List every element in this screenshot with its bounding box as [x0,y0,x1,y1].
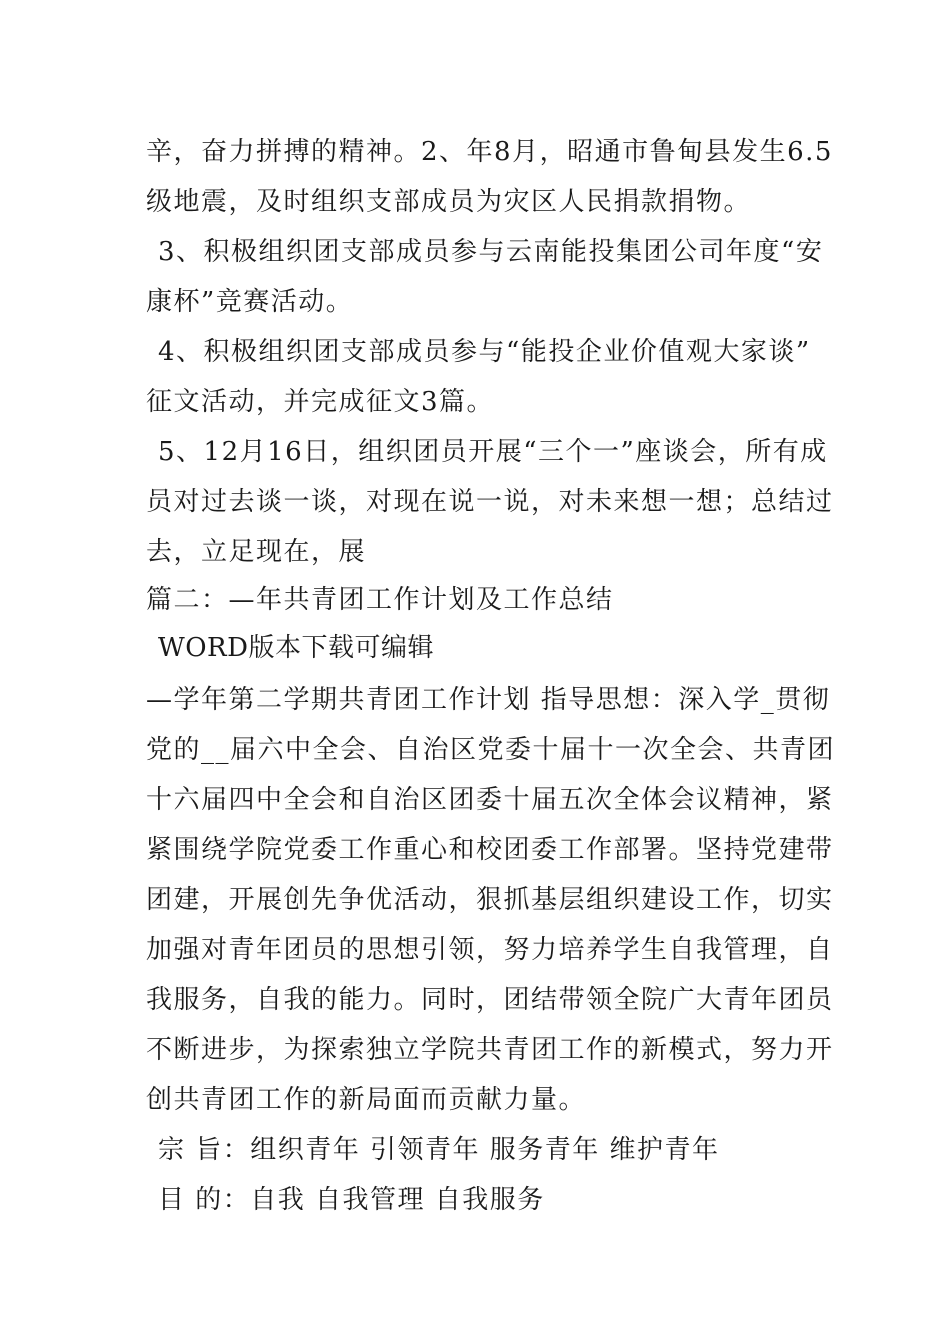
text-line: 辛，奋力拼搏的精神。2、年8月，昭通市鲁甸县发生6.5 [146,137,833,167]
text-line: 紧围绕学院党委工作重心和校团委工作部署。坚持党建带 [146,835,834,865]
purpose-line: 宗 旨：组织青年 引领青年 服务青年 维护青年 [158,1135,720,1165]
text-line: 5、12月16日，组织团员开展“三个一”座谈会，所有成 [158,437,828,467]
text-line: 去，立足现在，展 [146,537,367,567]
text-line: 级地震，及时组织支部成员为灾区人民捐款捐物。 [146,187,752,217]
text-line: 征文活动，并完成征文3篇。 [146,387,495,417]
text-line: 团建，开展创先争优活动，狠抓基层组织建设工作，切实 [146,885,834,915]
text-line: 十六届四中全会和自治区团委十届五次全体会议精神，紧 [146,785,834,815]
section-heading: 篇二：—年共青团工作计划及工作总结 [146,585,614,615]
goal-line: 目 的：自我 自我管理 自我服务 [158,1185,545,1215]
text-line: 加强对青年团员的思想引领，努力培养学生自我管理，自 [146,935,834,965]
text-line: 3、积极组织团支部成员参与云南能投集团公司年度“安 [158,237,824,267]
word-version-note: WORD版本下载可编辑 [158,633,434,663]
text-line: 党的__届六中全会、自治区党委十届十一次全会、共青团 [146,735,836,765]
text-line: 员对过去谈一谈，对现在说一说，对未来想一想；总结过 [146,487,834,517]
text-line: 创共青团工作的新局面而贡献力量。 [146,1085,587,1115]
text-line: 我服务，自我的能力。同时，团结带领全院广大青年团员 [146,985,834,1015]
text-line: 康杯”竞赛活动。 [146,287,354,317]
text-line: —学年第二学期共青团工作计划 指导思想：深入学_贯彻 [146,685,831,715]
text-line: 4、积极组织团支部成员参与“能投企业价值观大家谈” [158,337,811,367]
text-line: 不断进步，为探索独立学院共青团工作的新模式，努力开 [146,1035,834,1065]
